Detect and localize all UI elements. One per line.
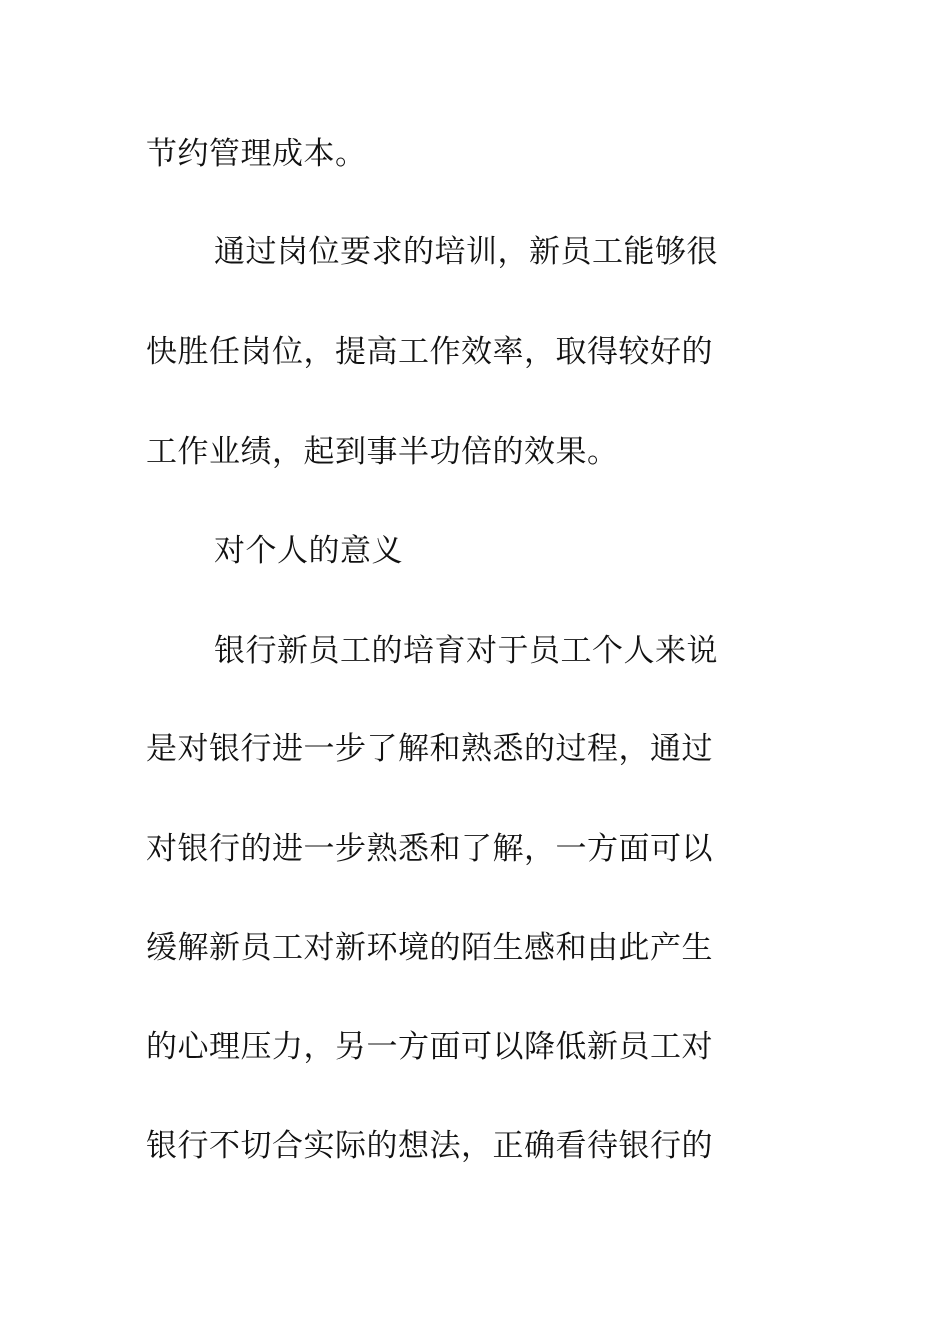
paragraph-start-line: 通过岗位要求的培训，新员工能够很 [214,234,718,270]
text-line: 的心理压力，另一方面可以降低新员工对 [146,1029,713,1065]
paragraph-start-line: 银行新员工的培育对于员工个人来说 [214,633,718,669]
text-line: 节约管理成本。 [146,136,367,172]
text-line: 快胜任岗位，提高工作效率，取得较好的 [146,334,713,370]
text-line: 工作业绩，起到事半功倍的效果。 [146,434,619,470]
text-line: 对银行的进一步熟悉和了解，一方面可以 [146,831,713,867]
text-line: 缓解新员工对新环境的陌生感和由此产生 [146,930,713,966]
section-heading: 对个人的意义 [214,533,403,569]
text-line: 银行不切合实际的想法，正确看待银行的 [146,1128,713,1164]
text-line: 是对银行进一步了解和熟悉的过程，通过 [146,731,713,767]
